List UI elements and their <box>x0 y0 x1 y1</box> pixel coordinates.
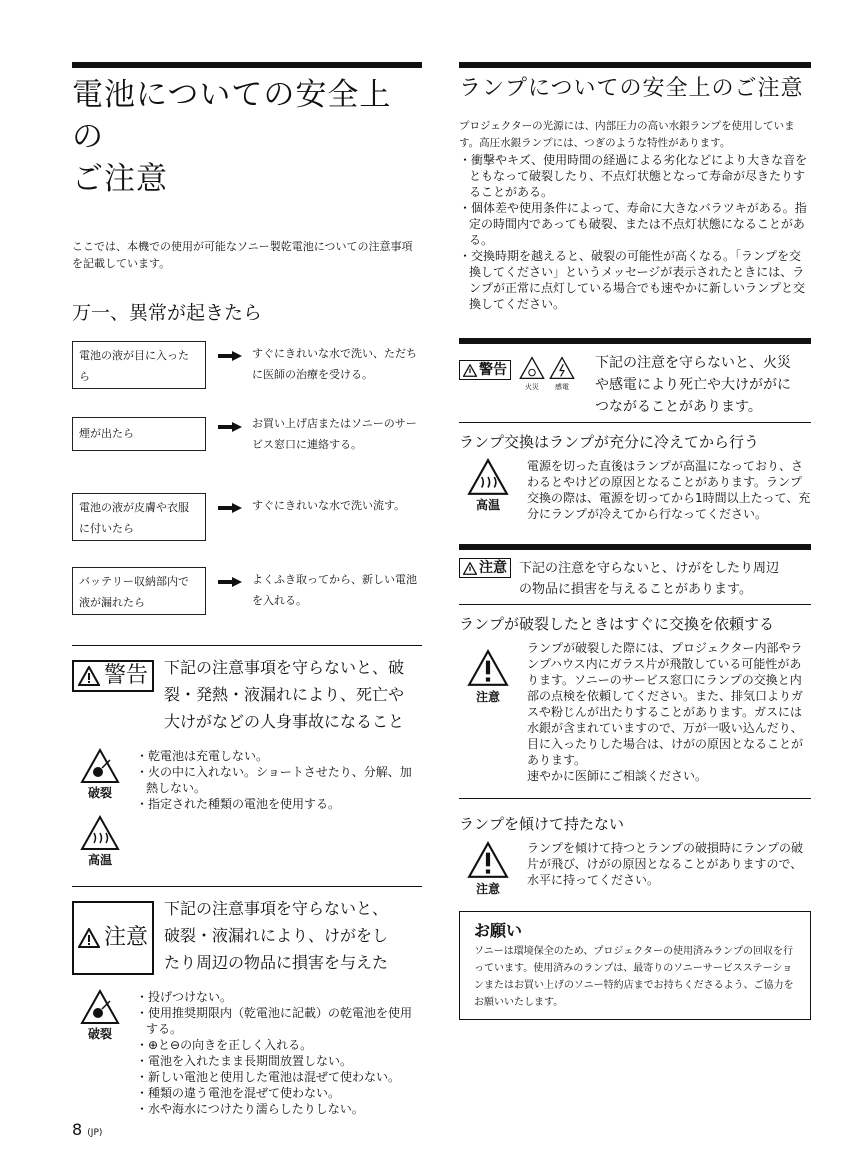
flow-item <box>72 493 422 545</box>
lamp-caution-text: 下記の注意を守らないと、けがをしたり周辺の物品に損害を与えることがあります。 <box>519 561 780 597</box>
lamp-caution <box>459 558 811 600</box>
broken-heading: ランプが破裂したときはすぐに交換を依頼する <box>459 615 775 633</box>
lamp-warning-text: 下記の注意を守らないと、火災や感電により死亡や大けががにつながることがあります。 <box>595 355 791 415</box>
flow-condition: 電池の液が目に入ったら <box>72 341 206 389</box>
warning-badge: 警告 <box>459 360 511 380</box>
list-item: ・交換時期を越えると、破裂の可能性が高くなる。「ランプを交換してください」というメッセージが表示されたときには、ランプが正常に点灯している場合でも速やかに新しいランプと交換してください。 <box>459 249 806 311</box>
cool-block <box>459 458 811 522</box>
hot-symbol: 高温 <box>72 815 128 868</box>
lamp-intro: プロジェクターの光源には、内部圧力の高い水銀ランプを使用しています。高圧水銀ランプには、つぎのような特性があります。 <box>459 120 795 149</box>
caution-badge: 注意 <box>72 901 154 975</box>
request-box <box>459 911 811 1020</box>
lamp-bullet-list <box>459 152 811 312</box>
flow-item <box>72 567 422 619</box>
exclamation-icon <box>467 840 509 880</box>
hot-symbol: 高温 <box>459 458 517 522</box>
list-item: ・指定された種類の電池を使用する。 <box>136 797 341 811</box>
warning-text-part: 下記の注意事項を守らないと、破裂・発熱・液漏れにより、死亡や大けがなどの人身事故になること <box>164 658 405 731</box>
request-text: ソニーは環境保全のため、プロジェクターの使用済みランプの回収を行っています。使用済みのランプは、最寄りのソニーサービスステーションまたはお買い上げのソニー特約店までお持ちくださるよう、ご協力をお願いいたします。 <box>474 946 794 1008</box>
flow-action: すぐにきれいな水で洗い流す。 <box>252 499 406 512</box>
arrow-right-icon <box>218 577 242 587</box>
arrow-right-icon <box>218 422 242 432</box>
flow-condition: 煙が出たら <box>72 417 206 451</box>
arrow-right-icon <box>218 503 242 513</box>
request-title: お願い <box>474 921 523 940</box>
caution-symbol: 注意 <box>459 840 517 897</box>
caution-text: 下記の注意事項を守らないと、破裂・液漏れにより、けがをしたり周辺の物品に損害を与えた <box>164 899 389 972</box>
divider <box>459 604 811 605</box>
flow-action: すぐにきれいな水で洗い、ただちに医師の治療を受ける。 <box>252 347 417 381</box>
list-item: ・投げつけない。 <box>136 990 233 1004</box>
divider <box>72 645 422 646</box>
tilt-text: ランプを傾けて持つとランプの破損時にランプの破片が飛び、けがの原因となることがありますので、水平に持ってください。 <box>527 841 804 887</box>
flow-action: お買い上げ店またはソニーのサービス窓口に連絡する。 <box>252 417 417 451</box>
divider <box>72 886 422 887</box>
arrow-right-icon <box>218 351 242 361</box>
title-bar <box>72 62 422 68</box>
caution-bullet-list <box>136 989 422 1117</box>
caution-triangle-icon <box>78 928 100 948</box>
hot-surface-icon <box>467 458 509 496</box>
list-item: ・水や海水につけたり濡らしたりしない。 <box>136 1102 364 1116</box>
list-item: ・種類の違う電池を混ぜて使わない。 <box>136 1086 341 1100</box>
warning-triangle-icon <box>78 666 100 686</box>
flow-item <box>72 341 422 393</box>
fire-symbol: 火災 <box>519 356 545 392</box>
broken-text: ランプが破裂した際には、プロジェクター内部やランプハウス内にガラス片が飛散している可能性があります。ソニーのサービス窓口にランプの交換と内部の点検を依頼してください。また、排気口よりガスや粉じんが出たりすることがあります。ガスには水銀が含まれていますので、万が一吸い込んだり、目に入ったりした場合は、けがの原因となることがあります。 速やかに医師にご相談ください。 <box>527 641 804 783</box>
broken-block <box>459 640 811 784</box>
list-item: ・新しい電池と使用した電池は混ぜて使わない。 <box>136 1070 401 1084</box>
cool-heading: ランプ交換はランプが充分に冷えてから行う <box>459 433 760 451</box>
emergency-heading: 万一、異常が起きたら <box>72 302 263 324</box>
caution-symbol: 注意 <box>459 648 517 784</box>
caution-badge: 注意 <box>459 558 511 578</box>
list-item: ・火の中に入れない。ショートさせたり、分解、加熱しない。 <box>136 765 412 795</box>
lamp-warning <box>459 352 811 418</box>
burst-icon <box>80 989 120 1025</box>
section-bar <box>459 338 811 344</box>
tilt-block <box>459 840 811 897</box>
shock-symbol: 感電 <box>549 356 575 392</box>
hot-surface-icon <box>80 815 120 851</box>
divider <box>459 422 811 423</box>
list-item: ・電池を入れたまま長期間放置しない。 <box>136 1054 353 1068</box>
section-bar <box>459 544 811 550</box>
warning-details <box>72 748 422 868</box>
exclamation-icon <box>467 648 509 688</box>
burst-icon <box>80 748 120 784</box>
title-bar <box>459 62 811 68</box>
battery-caution <box>72 895 422 975</box>
flow-action: よくふき取ってから、新しい電池を入れる。 <box>252 573 417 607</box>
divider <box>459 798 811 799</box>
battery-section <box>72 62 422 1117</box>
list-item: ・使用推奨期限内（乾電池に記載）の乾電池を使用する。 <box>136 1006 413 1036</box>
warning-triangle-icon <box>463 364 477 377</box>
flow-item <box>72 417 422 457</box>
battery-title: 電池についての安全上の ご注意 <box>72 77 392 197</box>
flow-condition: 電池の液が皮膚や衣服に付いたら <box>72 493 206 541</box>
electric-shock-icon <box>549 356 575 380</box>
battery-intro: ここでは、本機での使用が可能なソニー製乾電池についての注意事項を記載しています。 <box>72 240 413 270</box>
lamp-title: ランプについての安全上のご注意 <box>459 76 804 101</box>
burst-symbol: 破裂 <box>72 989 128 1042</box>
battery-warning <box>72 654 422 734</box>
cool-text: 電源を切った直後はランプが高温になっており、さわるとやけどの原因となることがあります。ランプ交換の際は、電源を切ってから1時間以上たって、充分にランプが冷えてから行なってください。 <box>527 459 811 521</box>
tilt-heading: ランプを傾けて持たない <box>459 815 625 833</box>
list-item: ・乾電池は充電しない。 <box>136 749 269 763</box>
caution-triangle-icon <box>463 562 477 575</box>
list-item: ・個体差や使用条件によって、寿命に大きなバラツキがある。指定の時間内であっても破裂、または不点灯状態になることがある。 <box>459 201 807 247</box>
lamp-section <box>459 62 811 1020</box>
list-item: ・⊕と⊖の向きを正しく入れる。 <box>136 1038 313 1052</box>
list-item: ・衝撃やキズ、使用時間の経過による劣化などにより大きな音をともなって破裂したり、不点灯状態となって寿命が尽きたりすることがある。 <box>459 153 808 199</box>
warning-bullet-list <box>136 748 422 868</box>
page-number: 8 (JP) <box>72 1120 103 1139</box>
burst-symbol: 破裂 <box>72 748 128 801</box>
fire-icon <box>519 356 545 380</box>
flow-condition: バッテリー収納部内で液が漏れたら <box>72 567 206 615</box>
warning-badge: 警告 <box>72 660 154 692</box>
caution-details <box>72 989 422 1117</box>
